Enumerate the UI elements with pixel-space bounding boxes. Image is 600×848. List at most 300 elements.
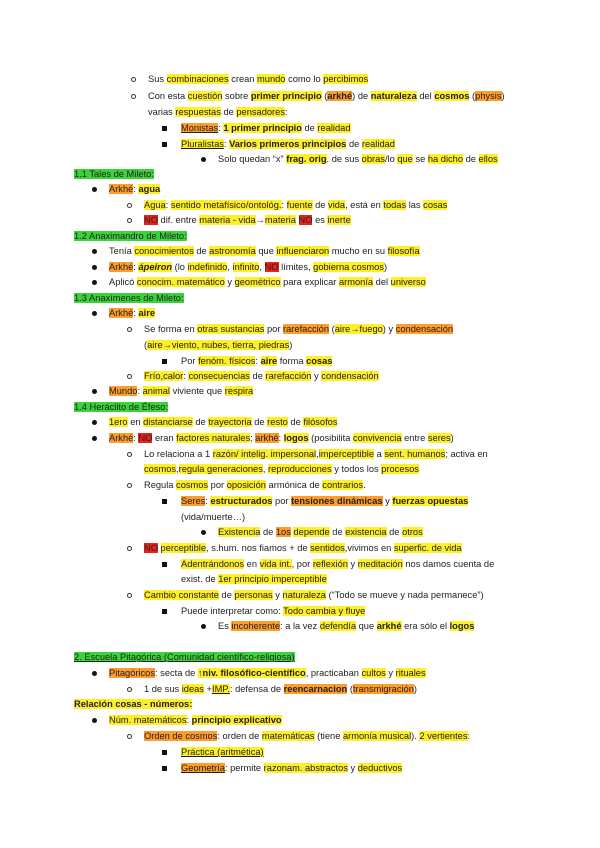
text-segment: ellos xyxy=(478,154,498,164)
text-segment: de xyxy=(346,139,362,149)
text-segment: , por xyxy=(291,559,313,569)
text-segment: Orden de cosmos xyxy=(144,731,218,741)
text-segment: inerte xyxy=(327,215,351,225)
note-line xyxy=(181,746,264,758)
text-segment: influenciaron xyxy=(276,246,330,256)
text-segment: razón/ intelig. impersonal xyxy=(212,449,317,459)
text-segment: ,vivimos en xyxy=(344,543,394,553)
text-segment: ) xyxy=(383,262,388,272)
text-segment: ) xyxy=(289,340,293,350)
text-segment: 2 vertientes xyxy=(419,731,468,741)
text-segment: 1ero xyxy=(109,417,128,427)
text-segment: , xyxy=(262,464,269,474)
text-segment: y xyxy=(272,590,283,600)
note-line xyxy=(144,479,366,491)
text-segment: arkhé xyxy=(376,621,402,631)
text-segment: arkhé xyxy=(255,433,279,443)
text-segment: : a la vez xyxy=(280,621,320,631)
text-segment: rituales xyxy=(395,668,426,678)
note-line xyxy=(144,214,351,226)
text-segment: que xyxy=(397,154,413,164)
text-segment: Por xyxy=(181,356,199,366)
note-line xyxy=(218,526,423,538)
text-segment: 1 de sus xyxy=(144,684,182,694)
text-segment: convivencia xyxy=(352,433,402,443)
text-segment: conocim. matemático xyxy=(136,277,225,287)
text-segment: personas xyxy=(234,590,273,600)
text-segment: → xyxy=(255,215,265,225)
text-segment: respira xyxy=(224,386,254,396)
text-segment: cultos xyxy=(361,668,386,678)
text-segment: (vida/muerte…) xyxy=(181,512,246,522)
note-line xyxy=(181,122,351,134)
text-segment: sentido metafísico/ontológ. xyxy=(170,200,282,210)
text-segment: naturaleza xyxy=(370,91,417,101)
text-segment: primer principio xyxy=(250,91,322,101)
text-segment: varias xyxy=(148,107,176,117)
text-segment: seres xyxy=(427,433,451,443)
note-line xyxy=(144,339,292,351)
text-segment: infinito xyxy=(232,262,260,272)
note-line xyxy=(144,323,453,335)
text-segment: de xyxy=(463,154,479,164)
text-segment: . xyxy=(363,480,366,490)
text-segment: obras xyxy=(361,154,385,164)
text-segment: y xyxy=(311,371,322,381)
text-segment: filósofos xyxy=(303,417,338,427)
text-segment: estructurados xyxy=(210,496,273,506)
text-segment: principio explicativo xyxy=(191,715,282,725)
text-segment: : xyxy=(186,715,192,725)
text-segment: conocimientos xyxy=(134,246,194,256)
text-segment: : xyxy=(255,356,261,366)
text-segment: matemáticas xyxy=(261,731,315,741)
text-segment: . de sus xyxy=(326,154,362,164)
text-segment: , está en xyxy=(345,200,384,210)
text-segment: universo xyxy=(390,277,426,287)
text-segment: Práctica (aritmética) xyxy=(181,747,264,757)
text-segment: mundo xyxy=(257,74,286,84)
hollow-bullet-icon xyxy=(127,687,132,692)
text-segment: ha dicho xyxy=(427,154,464,164)
text-segment: rarefacción xyxy=(283,324,330,334)
note-line xyxy=(74,168,154,180)
note-line xyxy=(148,106,288,118)
text-segment: 1 primer principio xyxy=(223,123,302,133)
text-segment: reflexión xyxy=(312,559,348,569)
text-segment: vida xyxy=(328,200,346,210)
text-segment: : xyxy=(284,107,288,117)
text-segment: por xyxy=(264,324,284,334)
text-segment: : xyxy=(223,139,230,149)
text-segment: : xyxy=(133,262,139,272)
text-segment: y xyxy=(385,668,396,678)
text-segment: sentidos xyxy=(310,543,345,553)
text-segment: NO xyxy=(144,215,158,225)
text-segment: nos damos cuenta de xyxy=(402,559,495,569)
text-segment: arkhé xyxy=(327,91,353,101)
note-line xyxy=(109,307,155,319)
note-line xyxy=(144,370,379,382)
text-segment: para explicar xyxy=(280,277,339,287)
bullet-icon xyxy=(92,311,97,316)
text-segment: era sólo el xyxy=(401,621,450,631)
note-line xyxy=(181,138,395,150)
text-segment: : xyxy=(137,386,143,396)
text-segment: materia xyxy=(264,215,296,225)
bullet-icon xyxy=(92,249,97,254)
hollow-bullet-icon xyxy=(127,734,132,739)
text-segment: : defensa de xyxy=(229,684,284,694)
text-segment: (“Todo se mueve y nada permanece”) xyxy=(325,590,484,600)
text-segment: y todos los xyxy=(331,464,382,474)
note-line xyxy=(181,511,245,523)
text-segment: ) y xyxy=(382,324,396,334)
hollow-bullet-icon xyxy=(127,483,132,488)
text-segment: cosas xyxy=(306,356,333,366)
note-line xyxy=(109,416,337,428)
bullet-icon xyxy=(92,671,97,676)
text-segment: 1os xyxy=(275,527,291,537)
text-segment: /lo xyxy=(384,154,398,164)
text-segment: de xyxy=(260,527,276,537)
text-segment: (posibilita xyxy=(308,433,353,443)
square-bullet-icon xyxy=(162,142,167,147)
text-segment: ) xyxy=(501,91,505,101)
note-line xyxy=(109,667,426,679)
text-segment: límites, xyxy=(278,262,314,272)
text-segment: ; activa en xyxy=(445,449,488,459)
text-segment: 1.2 Anaximandro de Mileto: xyxy=(74,231,187,241)
text-segment: Regula xyxy=(144,480,177,490)
text-segment: tensiones dinámicas xyxy=(291,496,383,506)
text-segment: 1.4 Heráclito de Éfeso: xyxy=(74,402,169,412)
text-segment: Núm. matemáticos xyxy=(109,715,187,725)
text-segment: crean xyxy=(228,74,258,84)
note-line xyxy=(74,698,192,710)
text-segment: Relación cosas - números: xyxy=(74,699,193,709)
note-line xyxy=(181,355,332,367)
note-line xyxy=(181,558,494,570)
text-segment: cosmos xyxy=(434,91,470,101)
text-segment: depende xyxy=(293,527,330,537)
text-segment: se xyxy=(412,154,428,164)
text-segment: armonía musical xyxy=(342,731,412,741)
text-segment: Existencia xyxy=(218,527,261,537)
text-segment: reproducciones xyxy=(268,464,332,474)
text-segment: geométrico xyxy=(234,277,281,287)
text-segment: perceptible xyxy=(160,543,207,553)
note-line xyxy=(74,651,295,663)
text-segment: y xyxy=(347,763,358,773)
text-segment: : xyxy=(133,433,139,443)
note-line xyxy=(181,573,327,585)
text-segment: trayectoria xyxy=(208,417,252,427)
text-segment: resto xyxy=(267,417,288,427)
text-segment: transmigración xyxy=(352,684,414,694)
text-segment: a xyxy=(374,449,385,459)
text-segment: , xyxy=(259,262,265,272)
text-segment: ) xyxy=(413,684,418,694)
text-segment: , xyxy=(227,262,233,272)
text-segment: condensación xyxy=(395,324,454,334)
text-segment: de xyxy=(218,590,235,600)
text-segment: y xyxy=(347,559,358,569)
text-segment: Monistas xyxy=(181,123,219,133)
text-segment: (lo xyxy=(172,262,188,272)
text-segment: viviente que xyxy=(170,386,225,396)
text-segment: y xyxy=(224,277,235,287)
text-segment: defendía xyxy=(319,621,357,631)
bullet-icon xyxy=(201,624,206,629)
text-segment: armonía xyxy=(338,277,374,287)
text-segment: otros xyxy=(402,527,423,537)
hollow-bullet-icon xyxy=(131,94,136,99)
square-bullet-icon xyxy=(162,359,167,364)
text-segment: sobre xyxy=(222,91,251,101)
text-segment: gobierna cosmos xyxy=(313,262,384,272)
text-segment: 2. Escuela Pitagórica (Comunidad científico-religiosa) xyxy=(74,652,295,662)
text-segment: que xyxy=(356,621,377,631)
text-segment: : xyxy=(218,123,224,133)
text-segment: 1er principio imperceptible xyxy=(218,574,327,584)
text-segment: cosmos xyxy=(176,480,209,490)
bullet-icon xyxy=(92,280,97,285)
text-segment: consecuencias xyxy=(188,371,250,381)
text-segment: Cambio constante xyxy=(144,590,219,600)
text-segment: : xyxy=(165,200,171,210)
text-segment: NO xyxy=(138,433,153,443)
square-bullet-icon xyxy=(162,126,167,131)
hollow-bullet-icon xyxy=(131,77,136,82)
text-segment: eran xyxy=(152,433,177,443)
note-line xyxy=(144,448,488,460)
hollow-bullet-icon xyxy=(127,218,132,223)
note-line xyxy=(109,714,282,726)
text-segment: otras sustancias xyxy=(197,324,265,334)
hollow-bullet-icon xyxy=(127,374,132,379)
text-segment: filosofía xyxy=(387,246,420,256)
note-line xyxy=(181,605,365,617)
text-segment: Puede interpretar como: xyxy=(181,606,284,616)
text-segment: por xyxy=(208,480,227,490)
note-line xyxy=(218,620,474,632)
note-line xyxy=(109,183,160,195)
note-line xyxy=(74,292,184,304)
text-segment: Aplicó xyxy=(109,277,137,287)
text-segment: , xyxy=(316,449,319,459)
text-segment: Frío,calor xyxy=(144,371,184,381)
text-segment: fuente xyxy=(286,200,313,210)
text-segment: astronomía xyxy=(209,246,256,256)
note-line xyxy=(218,153,498,165)
text-segment: Mundo xyxy=(109,386,138,396)
text-segment: contrarios xyxy=(322,480,364,490)
text-segment: naturaleza xyxy=(282,590,326,600)
text-segment: , practicaban xyxy=(305,668,362,678)
hollow-bullet-icon xyxy=(127,327,132,332)
text-segment: Con esta xyxy=(148,91,188,101)
text-segment: Arkhé xyxy=(109,184,134,194)
text-segment: : xyxy=(205,496,211,506)
text-segment: aire xyxy=(138,308,156,318)
text-segment: de xyxy=(301,123,318,133)
text-segment: frag. orig xyxy=(286,154,327,164)
text-segment: rarefacción xyxy=(265,371,312,381)
text-segment: de xyxy=(312,200,329,210)
note-line xyxy=(148,73,368,85)
text-segment: ( xyxy=(144,340,148,350)
text-segment: ( xyxy=(321,91,328,101)
text-segment: imperceptible xyxy=(318,449,374,459)
text-segment: de xyxy=(220,107,237,117)
text-segment: Agua xyxy=(144,200,166,210)
text-segment: ( xyxy=(469,91,476,101)
bullet-icon xyxy=(92,420,97,425)
note-line xyxy=(109,432,454,444)
bullet-icon xyxy=(201,157,206,162)
text-segment: condensación xyxy=(321,371,379,381)
text-segment: NO xyxy=(264,262,279,272)
text-segment: forma xyxy=(277,356,307,366)
text-segment: ; xyxy=(250,433,256,443)
text-segment: Adentrándonos xyxy=(181,559,245,569)
text-segment: logos xyxy=(283,433,309,443)
text-segment: superfic. de vida xyxy=(393,543,462,553)
text-segment: meditación xyxy=(357,559,403,569)
text-segment: Solo quedan “x” xyxy=(218,154,287,164)
text-segment: de xyxy=(386,527,403,537)
text-segment: Sus xyxy=(148,74,167,84)
note-line xyxy=(144,542,462,554)
text-segment: pensadores xyxy=(236,107,285,117)
text-segment: de xyxy=(193,246,210,256)
text-segment: procesos xyxy=(381,464,419,474)
text-segment: percibimos xyxy=(323,74,369,84)
text-segment: que xyxy=(255,246,277,256)
text-segment: Pitagóricos xyxy=(109,668,155,678)
note-line xyxy=(109,385,253,397)
text-segment: distanciarse xyxy=(143,417,193,427)
note-line xyxy=(144,589,484,601)
text-segment: ( xyxy=(329,324,335,334)
text-segment: NO xyxy=(298,215,313,225)
text-segment: aire xyxy=(260,356,278,366)
note-line xyxy=(109,261,387,273)
text-segment: por xyxy=(272,496,292,506)
text-segment: : permite xyxy=(224,763,264,773)
text-segment: aire→fuego xyxy=(334,324,383,334)
text-segment: ) xyxy=(450,433,454,443)
text-segment: Todo cambia y fluye xyxy=(283,606,366,616)
text-segment: de xyxy=(249,371,266,381)
text-segment: dif. entre xyxy=(157,215,200,225)
text-segment: ( xyxy=(347,684,353,694)
text-segment: es xyxy=(312,215,328,225)
square-bullet-icon xyxy=(162,750,167,755)
text-segment: physis xyxy=(475,91,502,101)
text-segment: de xyxy=(192,417,209,427)
bullet-icon xyxy=(201,530,206,535)
text-segment: aire→viento, nubes, tierra, piedras xyxy=(147,340,290,350)
text-segment: agua xyxy=(138,184,161,194)
text-segment: ideas xyxy=(181,684,204,694)
text-segment: , s.hum. nos fiamos + de xyxy=(206,543,311,553)
text-segment: ) de xyxy=(352,91,371,101)
text-segment: realidad xyxy=(361,139,395,149)
text-segment: 1.1 Tales de Mileto: xyxy=(74,169,154,179)
text-segment: cosas xyxy=(423,200,448,210)
note-line xyxy=(74,401,168,413)
text-segment: en xyxy=(127,417,144,427)
text-segment: vida int. xyxy=(259,559,292,569)
text-segment: Se forma en xyxy=(144,324,198,334)
text-segment: fuerzas opuestas xyxy=(392,496,469,506)
text-segment: (tiene xyxy=(314,731,343,741)
text-segment: Geometría xyxy=(181,763,225,773)
hollow-bullet-icon xyxy=(127,452,132,457)
text-segment: ↑niv. filosófico-científico xyxy=(197,668,306,678)
text-segment: de xyxy=(287,417,304,427)
text-segment: Lo relaciona a 1 xyxy=(144,449,213,459)
text-segment: fenóm. físicos xyxy=(198,356,256,366)
text-segment: : xyxy=(133,308,139,318)
bullet-icon xyxy=(92,187,97,192)
square-bullet-icon xyxy=(162,766,167,771)
text-segment: ). xyxy=(411,731,420,741)
text-segment: Pluralistas xyxy=(181,139,224,149)
text-segment: en xyxy=(244,559,260,569)
text-segment: deductivos xyxy=(357,763,403,773)
text-segment: razonam. abstractos xyxy=(263,763,348,773)
text-segment: animal xyxy=(142,386,170,396)
bullet-icon xyxy=(92,265,97,270)
text-segment: armónica de xyxy=(265,480,323,490)
note-line xyxy=(181,495,468,507)
text-segment: regula generaciones xyxy=(178,464,263,474)
text-segment: y xyxy=(382,496,393,506)
text-segment: Arkhé xyxy=(109,308,134,318)
bullet-icon xyxy=(92,718,97,723)
text-segment: : xyxy=(133,184,139,194)
text-segment: cuestión xyxy=(187,91,223,101)
note-line xyxy=(181,762,402,774)
text-segment: : secta de xyxy=(155,668,198,678)
note-line xyxy=(109,245,420,257)
text-segment: entre xyxy=(401,433,428,443)
text-segment: : xyxy=(281,200,287,210)
text-segment: como lo xyxy=(285,74,324,84)
text-segment: respuestas xyxy=(175,107,221,117)
text-segment: Seres xyxy=(181,496,206,506)
text-segment: todas xyxy=(383,200,407,210)
text-segment: Es xyxy=(218,621,232,631)
bullet-icon xyxy=(92,389,97,394)
text-segment: indefinido xyxy=(187,262,228,272)
square-bullet-icon xyxy=(162,609,167,614)
text-segment: Arkhé xyxy=(109,433,134,443)
text-segment: + xyxy=(203,684,212,694)
text-segment: cosmos xyxy=(144,464,177,474)
text-segment: exist. de xyxy=(181,574,219,584)
hollow-bullet-icon xyxy=(127,593,132,598)
text-segment: reencarnacion xyxy=(283,684,348,694)
text-segment: combinaciones xyxy=(166,74,229,84)
text-segment: las xyxy=(406,200,424,210)
square-bullet-icon xyxy=(162,562,167,567)
text-segment: NO xyxy=(144,543,158,553)
note-line xyxy=(74,230,187,242)
